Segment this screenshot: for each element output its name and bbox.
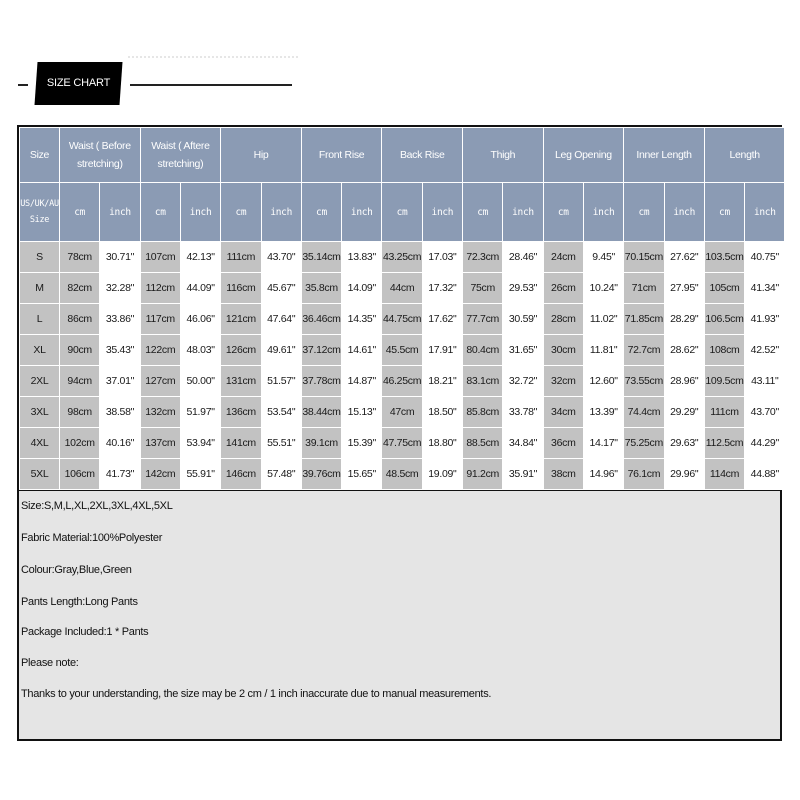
cm-cell: 141cm bbox=[221, 428, 261, 459]
note-line: Please note: bbox=[21, 657, 79, 669]
cm-cell: 37.12cm bbox=[301, 335, 341, 366]
inch-cell: 15.13" bbox=[342, 397, 382, 428]
note-line: Package Included:1 * Pants bbox=[21, 626, 149, 638]
inch-cell: 14.17" bbox=[583, 428, 623, 459]
inch-cell: 35.91" bbox=[503, 459, 543, 490]
inch-cell: 28.96" bbox=[664, 366, 704, 397]
cm-cell: 32cm bbox=[543, 366, 583, 397]
cm-cell: 103.5cm bbox=[704, 242, 744, 273]
cm-cell: 44.75cm bbox=[382, 304, 422, 335]
inch-cell: 34.84" bbox=[503, 428, 543, 459]
inch-cell: 32.28" bbox=[100, 273, 140, 304]
cm-cell: 83.1cm bbox=[463, 366, 503, 397]
inch-cell: 17.32" bbox=[422, 273, 462, 304]
cm-cell: 26cm bbox=[543, 273, 583, 304]
inch-cell: 43.11" bbox=[745, 366, 785, 397]
unit-header-inch: inch bbox=[342, 183, 382, 242]
inch-cell: 18.21" bbox=[422, 366, 462, 397]
cm-cell: 78cm bbox=[60, 242, 100, 273]
unit-header-inch: inch bbox=[100, 183, 140, 242]
cm-cell: 122cm bbox=[140, 335, 180, 366]
size-table bbox=[17, 125, 782, 490]
cm-cell: 106.5cm bbox=[704, 304, 744, 335]
cm-cell: 28cm bbox=[543, 304, 583, 335]
table-group-header-row bbox=[20, 128, 785, 183]
cm-cell: 44cm bbox=[382, 273, 422, 304]
cm-cell: 38.44cm bbox=[301, 397, 341, 428]
table-row bbox=[20, 397, 785, 428]
cm-cell: 37.78cm bbox=[301, 366, 341, 397]
cm-cell: 107cm bbox=[140, 242, 180, 273]
inch-cell: 14.87" bbox=[342, 366, 382, 397]
note-line: Fabric Material:100%Polyester bbox=[21, 532, 163, 544]
inch-cell: 11.81" bbox=[583, 335, 623, 366]
cm-cell: 80.4cm bbox=[463, 335, 503, 366]
cm-cell: 88.5cm bbox=[463, 428, 503, 459]
unit-header-cm: cm bbox=[60, 183, 100, 242]
cm-cell: 47cm bbox=[382, 397, 422, 428]
size-chart-title: SIZE CHART bbox=[46, 77, 111, 89]
cm-cell: 90cm bbox=[60, 335, 100, 366]
col-header-waist-before: Waist ( Before stretching) bbox=[60, 128, 141, 183]
cm-cell: 106cm bbox=[60, 459, 100, 490]
cm-cell: 121cm bbox=[221, 304, 261, 335]
cm-cell: 34cm bbox=[543, 397, 583, 428]
inch-cell: 18.80" bbox=[422, 428, 462, 459]
table-row bbox=[20, 428, 785, 459]
cm-cell: 136cm bbox=[221, 397, 261, 428]
unit-header-cm: cm bbox=[543, 183, 583, 242]
table-body bbox=[20, 242, 785, 490]
inch-cell: 44.09" bbox=[180, 273, 220, 304]
cm-cell: 36cm bbox=[543, 428, 583, 459]
unit-header-inch: inch bbox=[503, 183, 543, 242]
col-header-waist-after: Waist ( Aftere stretching) bbox=[140, 128, 221, 183]
cm-cell: 94cm bbox=[60, 366, 100, 397]
inch-cell: 35.43" bbox=[100, 335, 140, 366]
size-cell: 2XL bbox=[20, 366, 60, 397]
inch-cell: 55.51" bbox=[261, 428, 301, 459]
inch-cell: 42.52" bbox=[745, 335, 785, 366]
note-line: Size:S,M,L,XL,2XL,3XL,4XL,5XL bbox=[21, 500, 173, 512]
note-line: Pants Length:Long Pants bbox=[21, 596, 138, 608]
inch-cell: 14.61" bbox=[342, 335, 382, 366]
cm-cell: 86cm bbox=[60, 304, 100, 335]
cm-cell: 74.4cm bbox=[624, 397, 664, 428]
inch-cell: 31.65" bbox=[503, 335, 543, 366]
inch-cell: 46.06" bbox=[180, 304, 220, 335]
cm-cell: 142cm bbox=[140, 459, 180, 490]
cm-cell: 85.8cm bbox=[463, 397, 503, 428]
unit-header-inch: inch bbox=[664, 183, 704, 242]
cm-cell: 77.7cm bbox=[463, 304, 503, 335]
cm-cell: 114cm bbox=[704, 459, 744, 490]
inch-cell: 29.96" bbox=[664, 459, 704, 490]
inch-cell: 15.65" bbox=[342, 459, 382, 490]
inch-cell: 9.45" bbox=[583, 242, 623, 273]
inch-cell: 28.62" bbox=[664, 335, 704, 366]
inch-cell: 14.09" bbox=[342, 273, 382, 304]
cm-cell: 72.3cm bbox=[463, 242, 503, 273]
inch-cell: 51.57" bbox=[261, 366, 301, 397]
inch-cell: 51.97" bbox=[180, 397, 220, 428]
inch-cell: 12.60" bbox=[583, 366, 623, 397]
inch-cell: 44.29" bbox=[745, 428, 785, 459]
cm-cell: 35.14cm bbox=[301, 242, 341, 273]
inch-cell: 45.67" bbox=[261, 273, 301, 304]
inch-cell: 30.71" bbox=[100, 242, 140, 273]
table-row bbox=[20, 459, 785, 490]
inch-cell: 14.35" bbox=[342, 304, 382, 335]
unit-header-inch: inch bbox=[261, 183, 301, 242]
inch-cell: 33.78" bbox=[503, 397, 543, 428]
inch-cell: 17.62" bbox=[422, 304, 462, 335]
inch-cell: 17.03" bbox=[422, 242, 462, 273]
col-header-leg-opening: Leg Opening bbox=[543, 128, 624, 183]
cm-cell: 24cm bbox=[543, 242, 583, 273]
inch-cell: 41.73" bbox=[100, 459, 140, 490]
table-unit-header-row bbox=[20, 183, 785, 242]
cm-cell: 126cm bbox=[221, 335, 261, 366]
cm-cell: 72.7cm bbox=[624, 335, 664, 366]
unit-header-cm: cm bbox=[301, 183, 341, 242]
cm-cell: 112cm bbox=[140, 273, 180, 304]
table-row bbox=[20, 335, 785, 366]
col-header-region-size: US/UK/AU Size bbox=[20, 183, 60, 242]
unit-header-inch: inch bbox=[180, 183, 220, 242]
inch-cell: 32.72" bbox=[503, 366, 543, 397]
size-cell: 4XL bbox=[20, 428, 60, 459]
inch-cell: 48.03" bbox=[180, 335, 220, 366]
unit-header-cm: cm bbox=[382, 183, 422, 242]
cm-cell: 70.15cm bbox=[624, 242, 664, 273]
cm-cell: 76.1cm bbox=[624, 459, 664, 490]
inch-cell: 13.83" bbox=[342, 242, 382, 273]
cm-cell: 111cm bbox=[221, 242, 261, 273]
cm-cell: 112.5cm bbox=[704, 428, 744, 459]
size-chart-header bbox=[0, 0, 800, 120]
size-cell: 5XL bbox=[20, 459, 60, 490]
cm-cell: 35.8cm bbox=[301, 273, 341, 304]
col-header-thigh: Thigh bbox=[463, 128, 544, 183]
inch-cell: 28.46" bbox=[503, 242, 543, 273]
cm-cell: 73.55cm bbox=[624, 366, 664, 397]
inch-cell: 29.63" bbox=[664, 428, 704, 459]
cm-cell: 132cm bbox=[140, 397, 180, 428]
product-notes bbox=[17, 490, 782, 741]
col-header-inner-length: Inner Length bbox=[624, 128, 705, 183]
header-dash bbox=[18, 84, 28, 86]
inch-cell: 40.16" bbox=[100, 428, 140, 459]
cm-cell: 45.5cm bbox=[382, 335, 422, 366]
header-rule bbox=[130, 84, 292, 86]
cm-cell: 36.46cm bbox=[301, 304, 341, 335]
inch-cell: 19.09" bbox=[422, 459, 462, 490]
size-cell: S bbox=[20, 242, 60, 273]
size-cell: M bbox=[20, 273, 60, 304]
inch-cell: 29.53" bbox=[503, 273, 543, 304]
inch-cell: 27.62" bbox=[664, 242, 704, 273]
cm-cell: 39.76cm bbox=[301, 459, 341, 490]
inch-cell: 13.39" bbox=[583, 397, 623, 428]
inch-cell: 55.91" bbox=[180, 459, 220, 490]
inch-cell: 50.00" bbox=[180, 366, 220, 397]
table-row bbox=[20, 242, 785, 273]
cm-cell: 108cm bbox=[704, 335, 744, 366]
inch-cell: 33.86" bbox=[100, 304, 140, 335]
cm-cell: 48.5cm bbox=[382, 459, 422, 490]
inch-cell: 15.39" bbox=[342, 428, 382, 459]
cm-cell: 102cm bbox=[60, 428, 100, 459]
cm-cell: 91.2cm bbox=[463, 459, 503, 490]
inch-cell: 18.50" bbox=[422, 397, 462, 428]
unit-header-inch: inch bbox=[745, 183, 785, 242]
cm-cell: 71.85cm bbox=[624, 304, 664, 335]
table-row bbox=[20, 304, 785, 335]
unit-header-cm: cm bbox=[463, 183, 503, 242]
size-cell: L bbox=[20, 304, 60, 335]
cm-cell: 43.25cm bbox=[382, 242, 422, 273]
cm-cell: 30cm bbox=[543, 335, 583, 366]
inch-cell: 37.01" bbox=[100, 366, 140, 397]
inch-cell: 10.24" bbox=[583, 273, 623, 304]
cm-cell: 47.75cm bbox=[382, 428, 422, 459]
inch-cell: 42.13" bbox=[180, 242, 220, 273]
inch-cell: 14.96" bbox=[583, 459, 623, 490]
inch-cell: 40.75" bbox=[745, 242, 785, 273]
inch-cell: 11.02" bbox=[583, 304, 623, 335]
cm-cell: 116cm bbox=[221, 273, 261, 304]
note-line: Thanks to your understanding, the size may be 2 cm / 1 inch inaccurate due to manual measurements. bbox=[21, 688, 492, 700]
table-row bbox=[20, 366, 785, 397]
inch-cell: 27.95" bbox=[664, 273, 704, 304]
col-header-size: Size bbox=[20, 128, 60, 183]
cm-cell: 38cm bbox=[543, 459, 583, 490]
unit-header-cm: cm bbox=[624, 183, 664, 242]
inch-cell: 47.64" bbox=[261, 304, 301, 335]
unit-header-inch: inch bbox=[422, 183, 462, 242]
cm-cell: 127cm bbox=[140, 366, 180, 397]
cm-cell: 131cm bbox=[221, 366, 261, 397]
cm-cell: 146cm bbox=[221, 459, 261, 490]
inch-cell: 49.61" bbox=[261, 335, 301, 366]
cm-cell: 137cm bbox=[140, 428, 180, 459]
inch-cell: 17.91" bbox=[422, 335, 462, 366]
inch-cell: 29.29" bbox=[664, 397, 704, 428]
inch-cell: 28.29" bbox=[664, 304, 704, 335]
table-row bbox=[20, 273, 785, 304]
col-header-front-rise: Front Rise bbox=[301, 128, 382, 183]
col-header-hip: Hip bbox=[221, 128, 302, 183]
size-cell: 3XL bbox=[20, 397, 60, 428]
cm-cell: 75cm bbox=[463, 273, 503, 304]
inch-cell: 44.88" bbox=[745, 459, 785, 490]
cm-cell: 46.25cm bbox=[382, 366, 422, 397]
inch-cell: 43.70" bbox=[261, 242, 301, 273]
cm-cell: 109.5cm bbox=[704, 366, 744, 397]
cm-cell: 105cm bbox=[704, 273, 744, 304]
unit-header-cm: cm bbox=[140, 183, 180, 242]
unit-header-inch: inch bbox=[583, 183, 623, 242]
cm-cell: 82cm bbox=[60, 273, 100, 304]
cm-cell: 71cm bbox=[624, 273, 664, 304]
inch-cell: 53.94" bbox=[180, 428, 220, 459]
inch-cell: 30.59" bbox=[503, 304, 543, 335]
inch-cell: 57.48" bbox=[261, 459, 301, 490]
note-line: Colour:Gray,Blue,Green bbox=[21, 564, 132, 576]
inch-cell: 41.34" bbox=[745, 273, 785, 304]
inch-cell: 53.54" bbox=[261, 397, 301, 428]
unit-header-cm: cm bbox=[221, 183, 261, 242]
cm-cell: 117cm bbox=[140, 304, 180, 335]
header-faint-dots bbox=[128, 56, 298, 66]
inch-cell: 43.70" bbox=[745, 397, 785, 428]
inch-cell: 41.93" bbox=[745, 304, 785, 335]
cm-cell: 75.25cm bbox=[624, 428, 664, 459]
inch-cell: 38.58" bbox=[100, 397, 140, 428]
cm-cell: 98cm bbox=[60, 397, 100, 428]
unit-header-cm: cm bbox=[704, 183, 744, 242]
cm-cell: 39.1cm bbox=[301, 428, 341, 459]
col-header-back-rise: Back Rise bbox=[382, 128, 463, 183]
cm-cell: 111cm bbox=[704, 397, 744, 428]
col-header-length: Length bbox=[704, 128, 785, 183]
size-cell: XL bbox=[20, 335, 60, 366]
